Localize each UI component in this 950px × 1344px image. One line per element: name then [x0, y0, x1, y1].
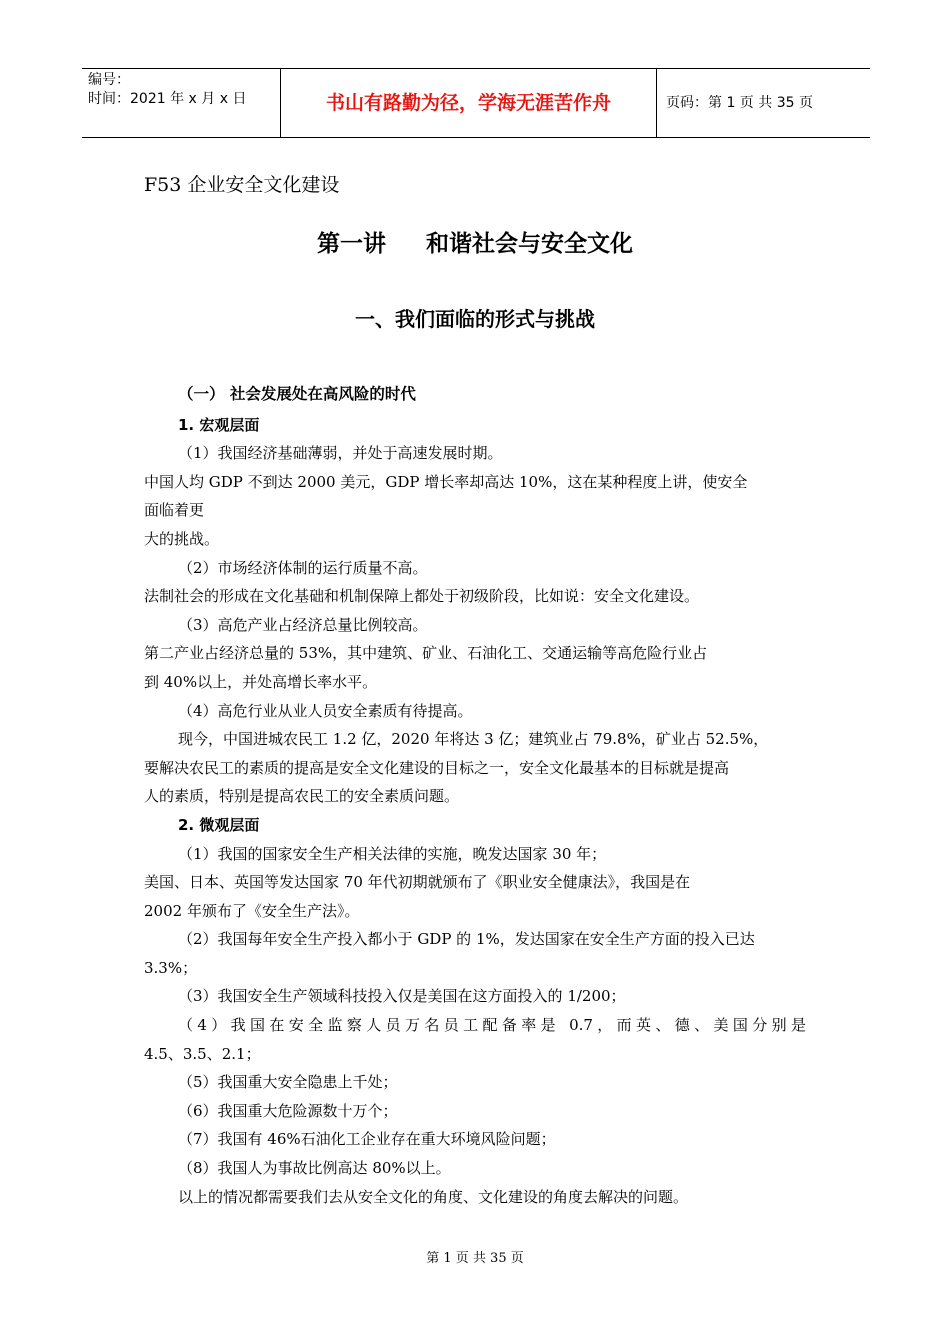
- paragraph: 到 40%以上，并处高增长率水平。: [144, 672, 378, 691]
- header-time-label: 时间：2021 年 x 月 x 日: [88, 91, 247, 107]
- paragraph: （3）我国安全生产领域科技投入仅是美国在这方面投入的 1/200；: [178, 987, 626, 1006]
- paragraph: 要解决农民工的素质的提高是安全文化建设的目标之一，安全文化最基本的目标就是提高: [144, 758, 730, 777]
- paragraph: 2002 年颁布了《安全生产法》。: [144, 901, 360, 920]
- paragraph: （4）我国在安全监察人员万名员工配备率是 0.7，而英、德、美国分别是: [178, 1016, 806, 1035]
- paragraph: 大的挑战。: [144, 529, 220, 548]
- lecture-name: 和谐社会与安全文化: [426, 231, 633, 257]
- paragraph: 3.3%；: [144, 958, 198, 977]
- paragraph: 面临着更: [144, 501, 205, 520]
- paragraph: 人的素质，特别是提高农民工的安全素质问题。: [144, 787, 460, 806]
- course-title: F53 企业安全文化建设: [144, 174, 340, 196]
- lecture-number: 第一讲: [317, 231, 386, 257]
- paragraph: 美国、日本、英国等发达国家 70 年代初期就颁布了《职业安全健康法》，我国是在: [144, 873, 691, 892]
- page-footer: 第 1 页 共 35 页: [426, 1251, 524, 1266]
- paragraph: （1）我国经济基础薄弱，并处于高速发展时期。: [178, 444, 503, 463]
- paragraph: （8）我国人为事故比例高达 80%以上。: [178, 1159, 451, 1178]
- document-header: [82, 68, 870, 138]
- paragraph: 4.5、3.5、2.1；: [144, 1044, 261, 1063]
- heading-micro: 2. 微观层面: [178, 815, 260, 834]
- header-page-label: 页码：第 1 页 共 35 页: [666, 95, 813, 111]
- paragraph: （1）我国的国家安全生产相关法律的实施，晚发达国家 30 年；: [178, 844, 607, 863]
- header-meta: [88, 71, 278, 109]
- subsection-heading: （一） 社会发展处在高风险的时代: [178, 385, 416, 403]
- header-number-label: 编号：: [88, 72, 130, 88]
- paragraph: （6）我国重大危险源数十万个；: [178, 1101, 398, 1120]
- paragraph: （2）我国每年安全生产投入都小于 GDP 的 1%，发达国家在安全生产方面的投入已达: [178, 930, 755, 949]
- section-title: 一、我们面临的形式与挑战: [355, 307, 595, 331]
- paragraph: （5）我国重大安全隐患上千处；: [178, 1073, 398, 1092]
- heading-macro: 1. 宏观层面: [178, 415, 260, 434]
- header-motto: 书山有路勤为径，学海无涯苦作舟: [325, 92, 611, 114]
- paragraph: 现今，中国进城农民工 1.2 亿，2020 年将达 3 亿；建筑业占 79.8%，矿业占 52.5%，: [178, 730, 769, 749]
- paragraph: （2）市场经济体制的运行质量不高。: [178, 558, 428, 577]
- paragraph: （7）我国有 46%石油化工企业存在重大环境风险问题；: [178, 1130, 556, 1149]
- header-divider: [656, 69, 657, 137]
- paragraph: 中国人均 GDP 不到达 2000 美元，GDP 增长率却高达 10%，这在某种程度上讲，使安全: [144, 472, 748, 491]
- paragraph: 法制社会的形成在文化基础和机制保障上都处于初级阶段，比如说：安全文化建设。: [144, 587, 700, 606]
- lecture-title: [0, 228, 950, 260]
- paragraph: （3）高危产业占经济总量比例较高。: [178, 615, 428, 634]
- paragraph: （4）高危行业从业人员安全素质有待提高。: [178, 701, 473, 720]
- body-text: [144, 380, 806, 1211]
- paragraph: 第二产业占经济总量的 53%，其中建筑、矿业、石油化工、交通运输等高危险行业占: [144, 644, 708, 663]
- paragraph: 以上的情况都需要我们去从安全文化的角度、文化建设的角度去解决的问题。: [178, 1187, 689, 1206]
